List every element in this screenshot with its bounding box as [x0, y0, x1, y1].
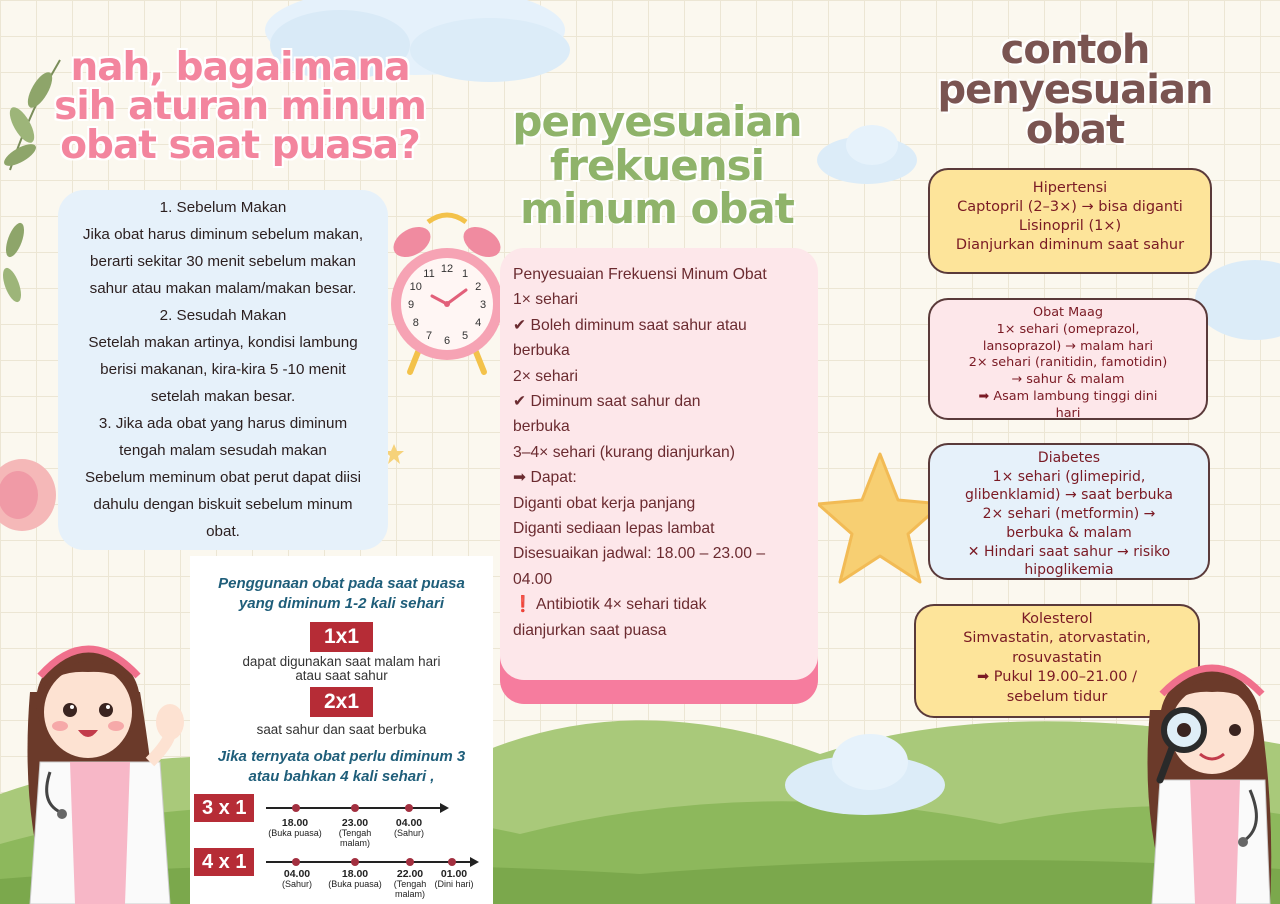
frequency-box [500, 248, 818, 704]
diabetes-card: Diabetes 1× sehari (glimepirid, glibenklamid) → saat berbuka 2× sehari (metformin) → berbuka & malam ✕ Hindari saat sahur → risiko hipoglikemia [928, 443, 1210, 580]
desc-2x1: saat sahur dan saat berbuka [256, 722, 427, 737]
right-title: contoh penyesuaian obat [937, 27, 1213, 153]
rules-line: tengah malam sesudah makan [119, 442, 327, 459]
rules-line: obat. [206, 523, 240, 540]
frequency-line: Penyesuaian Frekuensi Minum Obat [513, 266, 767, 283]
clock-number: 11 [423, 267, 435, 280]
frequency-line: ✔ Boleh diminum saat sahur atau [513, 316, 747, 334]
clock-number: 9 [407, 299, 415, 311]
clock-number: 3 [479, 299, 487, 311]
timeline-item: 18.00 (Buka puasa) [328, 868, 382, 889]
desc-1x1: dapat digunakan saat malam hari atau saat sahur [242, 654, 441, 683]
frequency-line: dianjurkan saat puasa [513, 621, 667, 639]
cloud-icon [812, 120, 922, 190]
timeline-item: 23.00 (Tengah malam) [338, 817, 372, 848]
clock-number: 4 [475, 317, 482, 329]
flower-icon [0, 455, 60, 535]
rules-line: berarti sekitar 30 menit sebelum makan [90, 253, 356, 270]
doctor-character-left-icon [10, 612, 195, 904]
rules-line: berisi makanan, kira-kira 5 -10 menit [100, 361, 346, 378]
clock-number: 1 [461, 267, 469, 280]
frequency-line: 04.00 [513, 570, 553, 588]
frequency-line: 2× sehari [513, 367, 578, 385]
rules-line: sahur atau makan malam/makan besar. [89, 280, 357, 297]
leaves-decoration-icon [0, 210, 40, 310]
frequency-line: berbuka [513, 418, 570, 436]
badge-3x1: 3 x 1 [194, 794, 254, 822]
timeline-item: 01.00 (Dini hari) [434, 868, 474, 889]
rules-line: Setelah makan artinya, kondisi lambung [88, 334, 358, 351]
frequency-line: 1× sehari [513, 291, 578, 309]
timeline-item: 04.00 (Sahur) [281, 868, 312, 889]
timeline-item: 22.00 (Tengah malam) [393, 868, 427, 899]
timeline-item: 04.00 (Sahur) [393, 817, 424, 838]
frequency-line: Diganti sediaan lepas lambat [513, 520, 715, 538]
rules-box [58, 190, 388, 550]
frequency-line: ➡ Dapat: [513, 469, 577, 487]
rules-line: 3. Jika ada obat yang harus diminum [98, 415, 348, 432]
middle-title: penyesuaian frekuensi minum obat [512, 97, 802, 234]
clock-number: 10 [409, 281, 422, 293]
rules-line: setelah makan besar. [150, 388, 296, 405]
rules-line: Sebelum meminum obat perut dapat diisi [84, 469, 362, 486]
timeline-item: 18.00 (Buka puasa) [268, 817, 322, 838]
infographic-subtitle: Jika ternyata obat perlu diminum 3 atau bahkan 4 kali sehari , [217, 748, 466, 785]
frequency-line: berbuka [513, 342, 570, 360]
left-title: nah, bagaimana sih aturan minum obat saat puasa? [54, 45, 426, 168]
badge-4x1: 4 x 1 [194, 848, 254, 876]
doctor-character-magnifier-icon [1140, 650, 1280, 904]
frequency-line: 3–4× sehari (kurang dianjurkan) [513, 443, 735, 461]
frequency-line: ✔ Diminum saat sahur dan [513, 393, 701, 411]
clock-number: 12 [440, 263, 454, 275]
maag-card: Obat Maag 1× sehari (omeprazol, lansoprazol) → malam hari 2× sehari (ranitidin, famotidin) → sahur & malam ➡ Asam lambung tinggi dini hari [928, 298, 1208, 420]
infographic-title: Penggunaan obat pada saat puasa yang diminum 1-2 kali sehari [218, 575, 465, 612]
rules-line: 1. Sebelum Makan [159, 199, 287, 216]
alarm-clock-icon [388, 212, 506, 377]
clock-number: 2 [475, 281, 482, 293]
frequency-line: Diganti obat kerja panjang [513, 494, 696, 512]
infographic-panel [190, 556, 493, 904]
clock-number: 5 [461, 330, 469, 343]
frequency-line: Disesuaikan jadwal: 18.00 – 23.00 – [513, 545, 766, 563]
frequency-line: ❗ Antibiotik 4× sehari tidak [513, 596, 707, 614]
badge-2x1: 2x1 [310, 687, 373, 717]
star-icon [818, 452, 943, 587]
kolesterol-card: Kolesterol Simvastatin, atorvastatin, rosuvastatin ➡ Pukul 19.00–21.00 / sebelum tidur [914, 604, 1200, 718]
clock-number: 6 [443, 335, 451, 347]
rules-line: 2. Sesudah Makan [159, 307, 287, 324]
clock-number: 7 [425, 330, 433, 343]
hipertensi-card: Hipertensi Captopril (2–3×) → bisa diganti Lisinopril (1×) Dianjurkan diminum saat sahur [928, 168, 1212, 274]
cloud-bottom-icon [780, 730, 950, 820]
clock-number: 8 [412, 317, 419, 329]
badge-1x1: 1x1 [310, 622, 373, 652]
rules-line: dahulu dengan biskuit sebelum minum [93, 496, 353, 513]
rules-line: Jika obat harus diminum sebelum makan, [82, 226, 364, 243]
